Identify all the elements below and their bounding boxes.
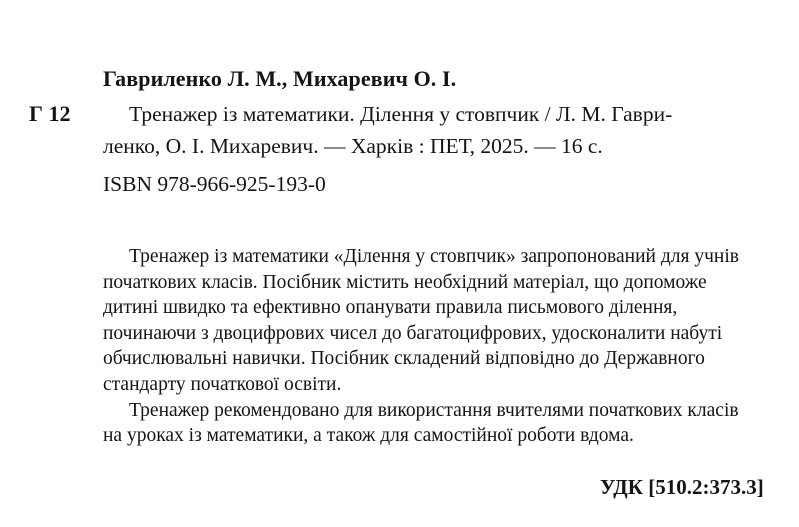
abstract-line: Тренажер рекомендовано для використання вчителями початкових класів [129,399,739,421]
udc-code: УДК [510.2:373.3] [600,475,764,499]
bibliographic-line-2: ленко, О. І. Михаревич. — Харків : ПЕТ, 2025. — 16 с. [103,134,603,158]
abstract-line: Тренажер із математики «Ділення у стовпчик» запропонований для учнів [129,246,739,267]
abstract-line: обчислювальні навички. Посібник складений відповідно до Державного [103,348,705,370]
abstract-line: на уроках із математики, а також для самостійної роботи вдома. [103,425,634,447]
abstract-paragraph-2 [103,398,778,449]
bibliographic-line-1: Тренажер із математики. Ділення у стовпчик / Л. М. Гаври- [129,102,673,126]
abstract [103,244,778,449]
abstract-line: починаючи з двоцифрових чисел до багатоцифрових, удосконалити набуті [103,322,723,344]
isbn-number: ISBN 978-966-925-193-0 [103,172,326,196]
abstract-line: стандарту початкової освіти. [103,373,342,395]
authors-heading: Гавриленко Л. М., Михаревич О. І. [103,66,457,91]
bibliographic-description [103,98,753,162]
classification-code: Г 12 [29,101,71,126]
abstract-line: дитині швидко та ефективно опанувати правила письмового ділення, [103,297,678,319]
abstract-paragraph-1 [103,244,778,398]
abstract-line: початкових класів. Посібник містить необхідний матеріал, що допоможе [103,271,707,293]
